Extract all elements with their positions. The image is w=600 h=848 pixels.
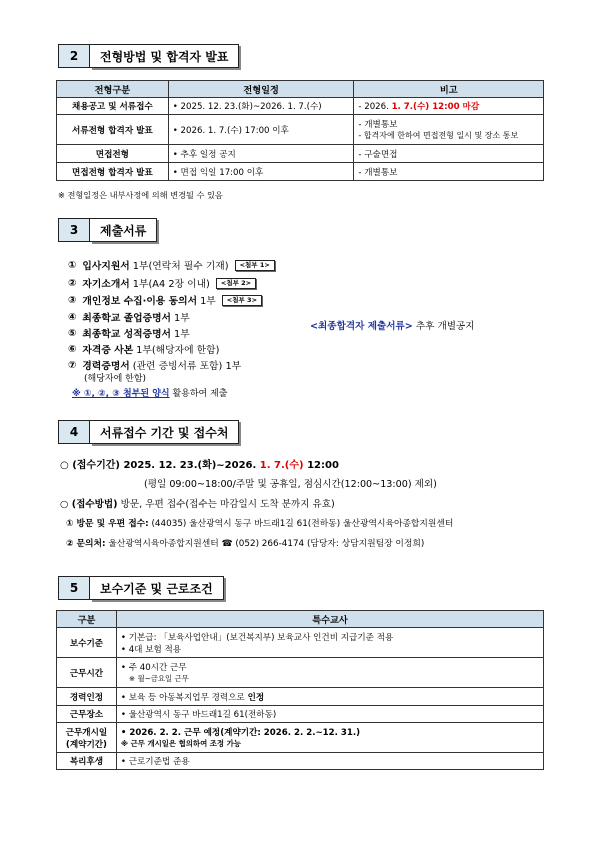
table-row bbox=[57, 753, 544, 770]
section-title: 전형방법 및 합격자 발표 bbox=[90, 44, 239, 68]
submission-method: ○ (접수방법) 방문, 우편 접수(접수는 마감일시 도착 분까지 유효) bbox=[60, 499, 335, 510]
section-title: 제출서류 bbox=[90, 218, 157, 242]
table-header: 비고 bbox=[354, 81, 544, 98]
attachment-link[interactable]: ※ ①, ②, ③ 첨부된 양식 bbox=[72, 389, 170, 399]
schedule-table bbox=[56, 80, 544, 181]
section-3-header bbox=[58, 218, 157, 242]
row-label: 면접전형 합격자 발표 bbox=[57, 163, 169, 181]
document-item: ⑥ 자격증 사본 1부(해당자에 한함) bbox=[68, 343, 220, 356]
final-docs-note: <최종합격자 제출서류> 추후 개별공지 bbox=[310, 321, 475, 332]
document-item: ② 자기소개서 1부(A4 2장 이내) <첨부 2> bbox=[68, 276, 256, 290]
table-row bbox=[57, 706, 544, 723]
table-row bbox=[57, 98, 544, 115]
document-item: ③ 개인정보 수집·이용 동의서 1부 <첨부 3> bbox=[68, 293, 262, 307]
row-label: 보수기준 bbox=[57, 628, 117, 658]
section-title: 서류접수 기간 및 접수처 bbox=[90, 420, 239, 444]
table-header: 구분 bbox=[57, 611, 117, 628]
attachment-badge[interactable]: <첨부 3> bbox=[222, 295, 262, 306]
row-label: 근무장소 bbox=[57, 706, 117, 723]
row-label: 근무시간 bbox=[57, 658, 117, 688]
row-note: - 구술면접 bbox=[354, 145, 544, 163]
row-content: • 근로기준법 준용 bbox=[116, 753, 543, 770]
table-header: 전형구분 bbox=[57, 81, 169, 98]
document-item: ④ 최종학교 졸업증명서 1부 bbox=[68, 311, 190, 324]
row-schedule: • 2025. 12. 23.(화)~2026. 1. 7.(수) bbox=[168, 98, 354, 115]
row-schedule: • 면접 익일 17:00 이후 bbox=[168, 163, 354, 181]
section-number: 3 bbox=[58, 218, 90, 242]
section-number: 2 bbox=[58, 44, 90, 68]
contact-info: ② 문의처: 울산광역시육아종합지원센터 ☎ (052) 266-4174 (담당자: 상담지원팀장 이정희) bbox=[66, 539, 425, 549]
table-row bbox=[57, 628, 544, 658]
section-title: 보수기준 및 근로조건 bbox=[90, 576, 224, 600]
row-label: 채용공고 및 서류접수 bbox=[57, 98, 169, 115]
table-header: 전형일정 bbox=[168, 81, 354, 98]
row-label: 서류전형 합격자 발표 bbox=[57, 115, 169, 145]
section-2-header bbox=[58, 44, 239, 68]
table-header: 특수교사 bbox=[116, 611, 543, 628]
attachment-badge[interactable]: <첨부 1> bbox=[235, 260, 275, 271]
row-label: 면접전형 bbox=[57, 145, 169, 163]
conditions-table bbox=[56, 610, 544, 770]
document-item: ⑤ 최종학교 성적증명서 1부 bbox=[68, 327, 190, 340]
document-item: ① 입사지원서 1부(연락처 필수 기재) <첨부 1> bbox=[68, 258, 275, 272]
section-5-header bbox=[58, 576, 224, 600]
row-note: - 개별통보 - 합격자에 한하여 면접전형 일시 및 장소 통보 bbox=[354, 115, 544, 145]
schedule-footnote: ※ 전형일정은 내부사정에 의해 변경될 수 있음 bbox=[58, 190, 223, 200]
attachment-badge[interactable]: <첨부 2> bbox=[216, 278, 256, 289]
row-label: 복리후생 bbox=[57, 753, 117, 770]
document-item-sub: (해당자에 한함) bbox=[84, 374, 147, 384]
row-content: • 기본급: 「보육사업안내」(보건복지부) 보육교사 인건비 지급기준 적용 • 4대 보험 적용 bbox=[116, 628, 543, 658]
row-label: 근무개시일 (계약기간) bbox=[57, 723, 117, 753]
table-row bbox=[57, 163, 544, 181]
table-row bbox=[57, 688, 544, 706]
table-row bbox=[57, 658, 544, 688]
section-number: 5 bbox=[58, 576, 90, 600]
document-item: ⑦ 경력증명서 (관련 증빙서류 포함) 1부 bbox=[68, 359, 242, 372]
row-schedule: • 추후 일정 공지 bbox=[168, 145, 354, 163]
attachment-note: ※ ①, ②, ③ 첨부된 양식 활용하여 제출 bbox=[72, 389, 228, 399]
visit-address: ① 방문 및 우편 접수: (44035) 울산광역시 동구 바드래1길 61(전하동) 울산광역시육아종합지원센터 bbox=[66, 519, 454, 529]
table-row bbox=[57, 115, 544, 145]
table-header-row bbox=[57, 611, 544, 628]
row-content: • 2026. 2. 2. 근무 예정(계약기간: 2026. 2. 2.~12. 31.) ※ 근무 개시일은 협의하여 조정 가능 bbox=[116, 723, 543, 753]
table-header-row bbox=[57, 81, 544, 98]
submission-period: ○ (접수기간) 2025. 12. 23.(화)~2026. 1. 7.(수) 12:00 bbox=[60, 460, 339, 471]
row-content: • 주 40시간 근무 ※ 월~금요일 근무 bbox=[116, 658, 543, 688]
submission-period-sub: (평일 09:00~18:00/주말 및 공휴일, 점심시간(12:00~13:00) 제외) bbox=[144, 479, 437, 490]
table-row bbox=[57, 145, 544, 163]
row-content: • 울산광역시 동구 바드래1길 61(전하동) bbox=[116, 706, 543, 723]
row-note: - 2026. 1. 7.(수) 12:00 마감 bbox=[354, 98, 544, 115]
section-4-header bbox=[58, 420, 239, 444]
row-note: - 개별통보 bbox=[354, 163, 544, 181]
section-number: 4 bbox=[58, 420, 90, 444]
row-label: 경력인정 bbox=[57, 688, 117, 706]
table-row bbox=[57, 723, 544, 753]
row-content: • 보육 등 아동복지업무 경력으로 인정 bbox=[116, 688, 543, 706]
row-schedule: • 2026. 1. 7.(수) 17:00 이후 bbox=[168, 115, 354, 145]
